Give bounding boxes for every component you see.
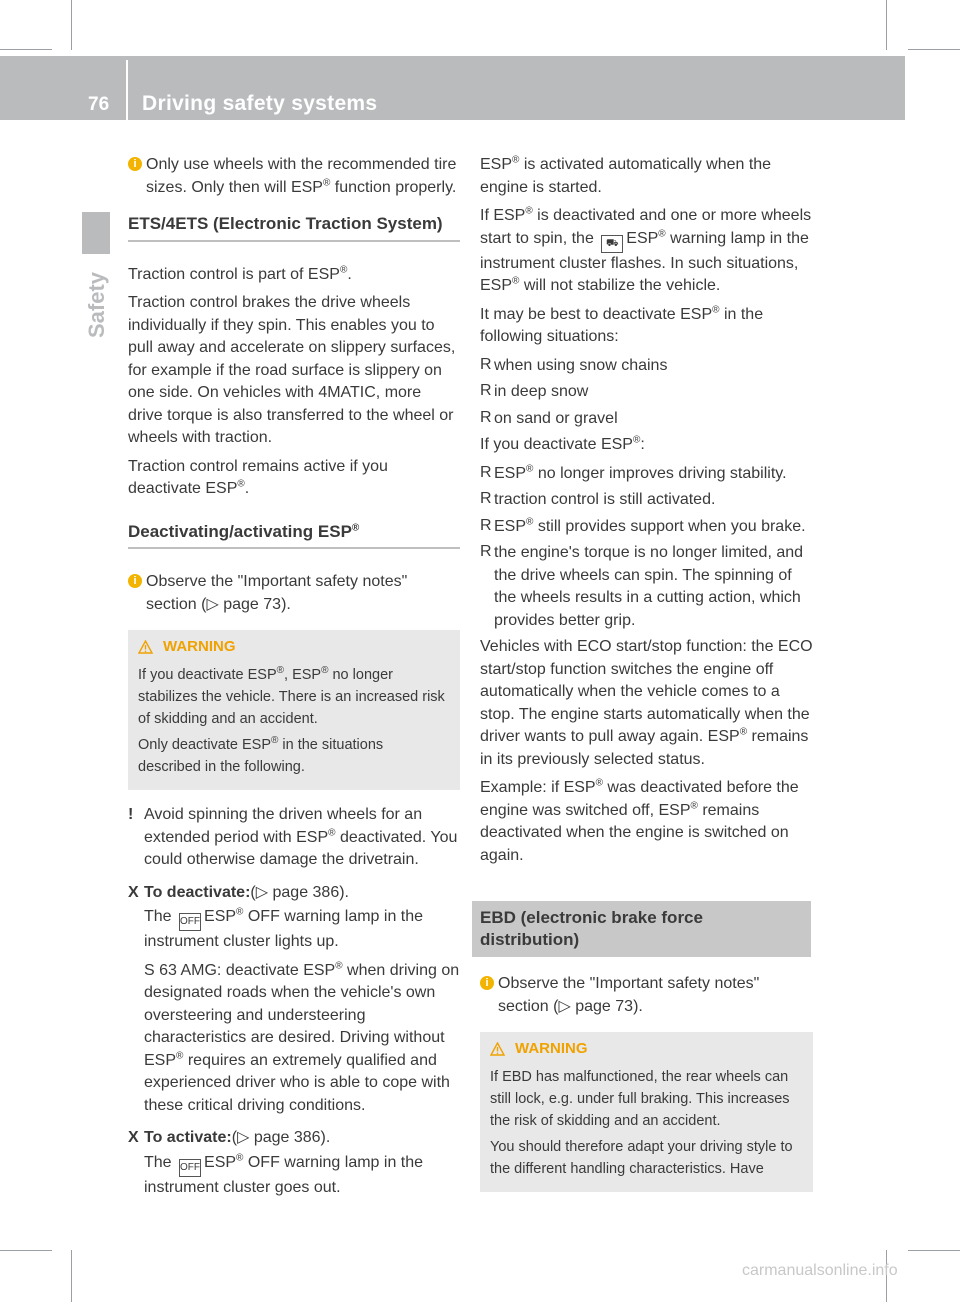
paragraph: Vehicles with ECO start/stop function: the ECO start/stop function switches the engine off automatically when the vehicle comes to a stop. The engine starts automatically when the driver wants to pull away again. ESP® remains in its previously selected status. [480,638,813,768]
watermark: carmanualsonline.info [742,1262,898,1279]
page-ref-icon: ▷ [255,883,269,901]
info-note: i Observe the "Important safety notes" section (▷ page 73). [480,973,813,1018]
bullet-list [480,463,813,633]
step-arrow-icon: X [128,883,139,901]
info-icon: i [128,574,142,588]
heading-deactivating: Deactivating/activating ESP® [128,521,460,550]
paragraph: Example: if ESP® was deactivated before the engine was switched off, ESP® remains deactivated when the engine is switched on again. [480,777,799,864]
list-item: R when using snow chains [480,355,813,378]
bullet-icon: R [480,543,492,560]
step-activate: X To activate:(▷ page 386). The OFF ESP® OFF warning lamp in the instrument cluster goes out. [128,1129,424,1196]
heading-ets: ETS/4ETS (Electronic Traction System) [128,213,460,242]
paragraph: If you deactivate ESP®: [480,434,645,453]
section-heading-ebd: EBD (electronic brake force distribution) [472,901,811,957]
left-column [128,154,460,1209]
warning-triangle-icon [138,640,153,654]
page-ref-icon: ▷ [237,1129,250,1146]
bullet-icon: R [480,463,492,481]
warning-box [480,1032,813,1192]
list-item: R the engine's torque is no longer limited, and the drive wheels can spin. The spinning of the wheels results in a cutting action, which provides better grip. [480,543,804,629]
warning-title: WARNING [138,636,450,658]
bullet-icon: R [480,516,492,534]
warning-box [128,630,460,790]
bullet-list [480,355,813,431]
list-item: R ESP® still provides support when you brake. [480,516,813,539]
exclamation-icon: ! [128,806,134,823]
warning-text: If EBD has malfunctioned, the rear wheels can still lock, e.g. under full braking. This increases the risk of skidding and an accident. [490,1069,790,1129]
crop-mark [908,49,960,50]
step-deactivate: X To deactivate:(▷ page 386). The OFF ESP® OFF warning lamp in the instrument cluster lights up. S 63 AMG: deactivate ESP® when driving on designated roads when the vehicle's own oversteering and understeering characteristics are desired. Driving without ESP® requires an extremely qualified and experienced driver who is able to cope with these critical driving conditions. [128,883,460,1114]
esp-off-lamp-icon: OFF [179,913,201,931]
paragraph: It may be best to deactivate ESP® in the following situations: [480,304,764,345]
paragraph: Traction control remains active if you deactivate ESP®. [128,457,388,497]
paragraph: If ESP® is deactivated and one or more wheels start to spin, the ⛟ ESP® warning lamp in the instrument cluster flashes. In such situations, ESP® will not stabilize the vehicle. [480,205,812,294]
info-icon: i [480,976,494,990]
section-label: Safety [84,271,109,338]
section-tab [82,212,110,254]
info-note: i Only use wheels with the recommended tire sizes. Only then will ESP® function properly. [128,154,460,199]
list-item: R ESP® no longer improves driving stability. [480,463,813,486]
bullet-icon: R [480,408,492,426]
paragraph: Traction control is part of ESP®. [128,264,352,283]
info-icon: i [128,157,142,171]
crop-mark [886,0,887,50]
warning-title: WARNING [490,1038,803,1060]
info-note: i Observe the "Important safety notes" section (▷ page 73). [128,571,460,616]
bullet-icon: R [480,490,492,507]
warning-text: If you deactivate ESP®, ESP® no longer stabilizes the vehicle. There is an increased risk of skidding and an accident. [138,665,445,727]
paragraph: ESP® is activated automatically when the engine is started. [480,154,772,196]
list-item: R in deep snow [480,381,813,404]
crop-mark [71,0,72,50]
bullet-icon: R [480,355,492,373]
warning-text: You should therefore adapt your driving style to the different handling characteristics. Have [490,1139,793,1177]
crop-mark [0,1250,52,1251]
page-number: 76 [88,94,110,115]
list-item: R traction control is still activated. [480,489,813,512]
crop-mark [908,1250,960,1251]
warning-triangle-icon [490,1042,505,1056]
header-bar [0,56,905,120]
right-column [480,154,813,1206]
page-ref-icon: ▷ [206,595,219,613]
page-ref-icon: ▷ [558,997,571,1015]
crop-mark [71,1250,72,1302]
esp-off-lamp-icon: OFF [179,1159,201,1177]
crop-mark [0,49,52,50]
step-arrow-icon: X [128,1129,139,1146]
paragraph: Traction control brakes the drive wheels individually if they spin. This enables you to pull away and accelerate on slippery surfaces, for example if the road surface is slippery on one side. On vehicles with 4MATIC, more drive torque is also transferred to the wheel or wheels with traction. [128,294,456,446]
caution-note: ! Avoid spinning the driven wheels for an extended period with ESP® deactivated. You could otherwise damage the drivetrain. [128,806,458,868]
esp-warning-lamp-icon: ⛟ [601,235,623,253]
page-title: Driving safety systems [142,92,378,115]
warning-text: Only deactivate ESP® in the situations described in the following. [138,735,384,775]
bullet-icon: R [480,382,492,399]
list-item: R on sand or gravel [480,408,813,431]
header-divider [126,60,128,120]
